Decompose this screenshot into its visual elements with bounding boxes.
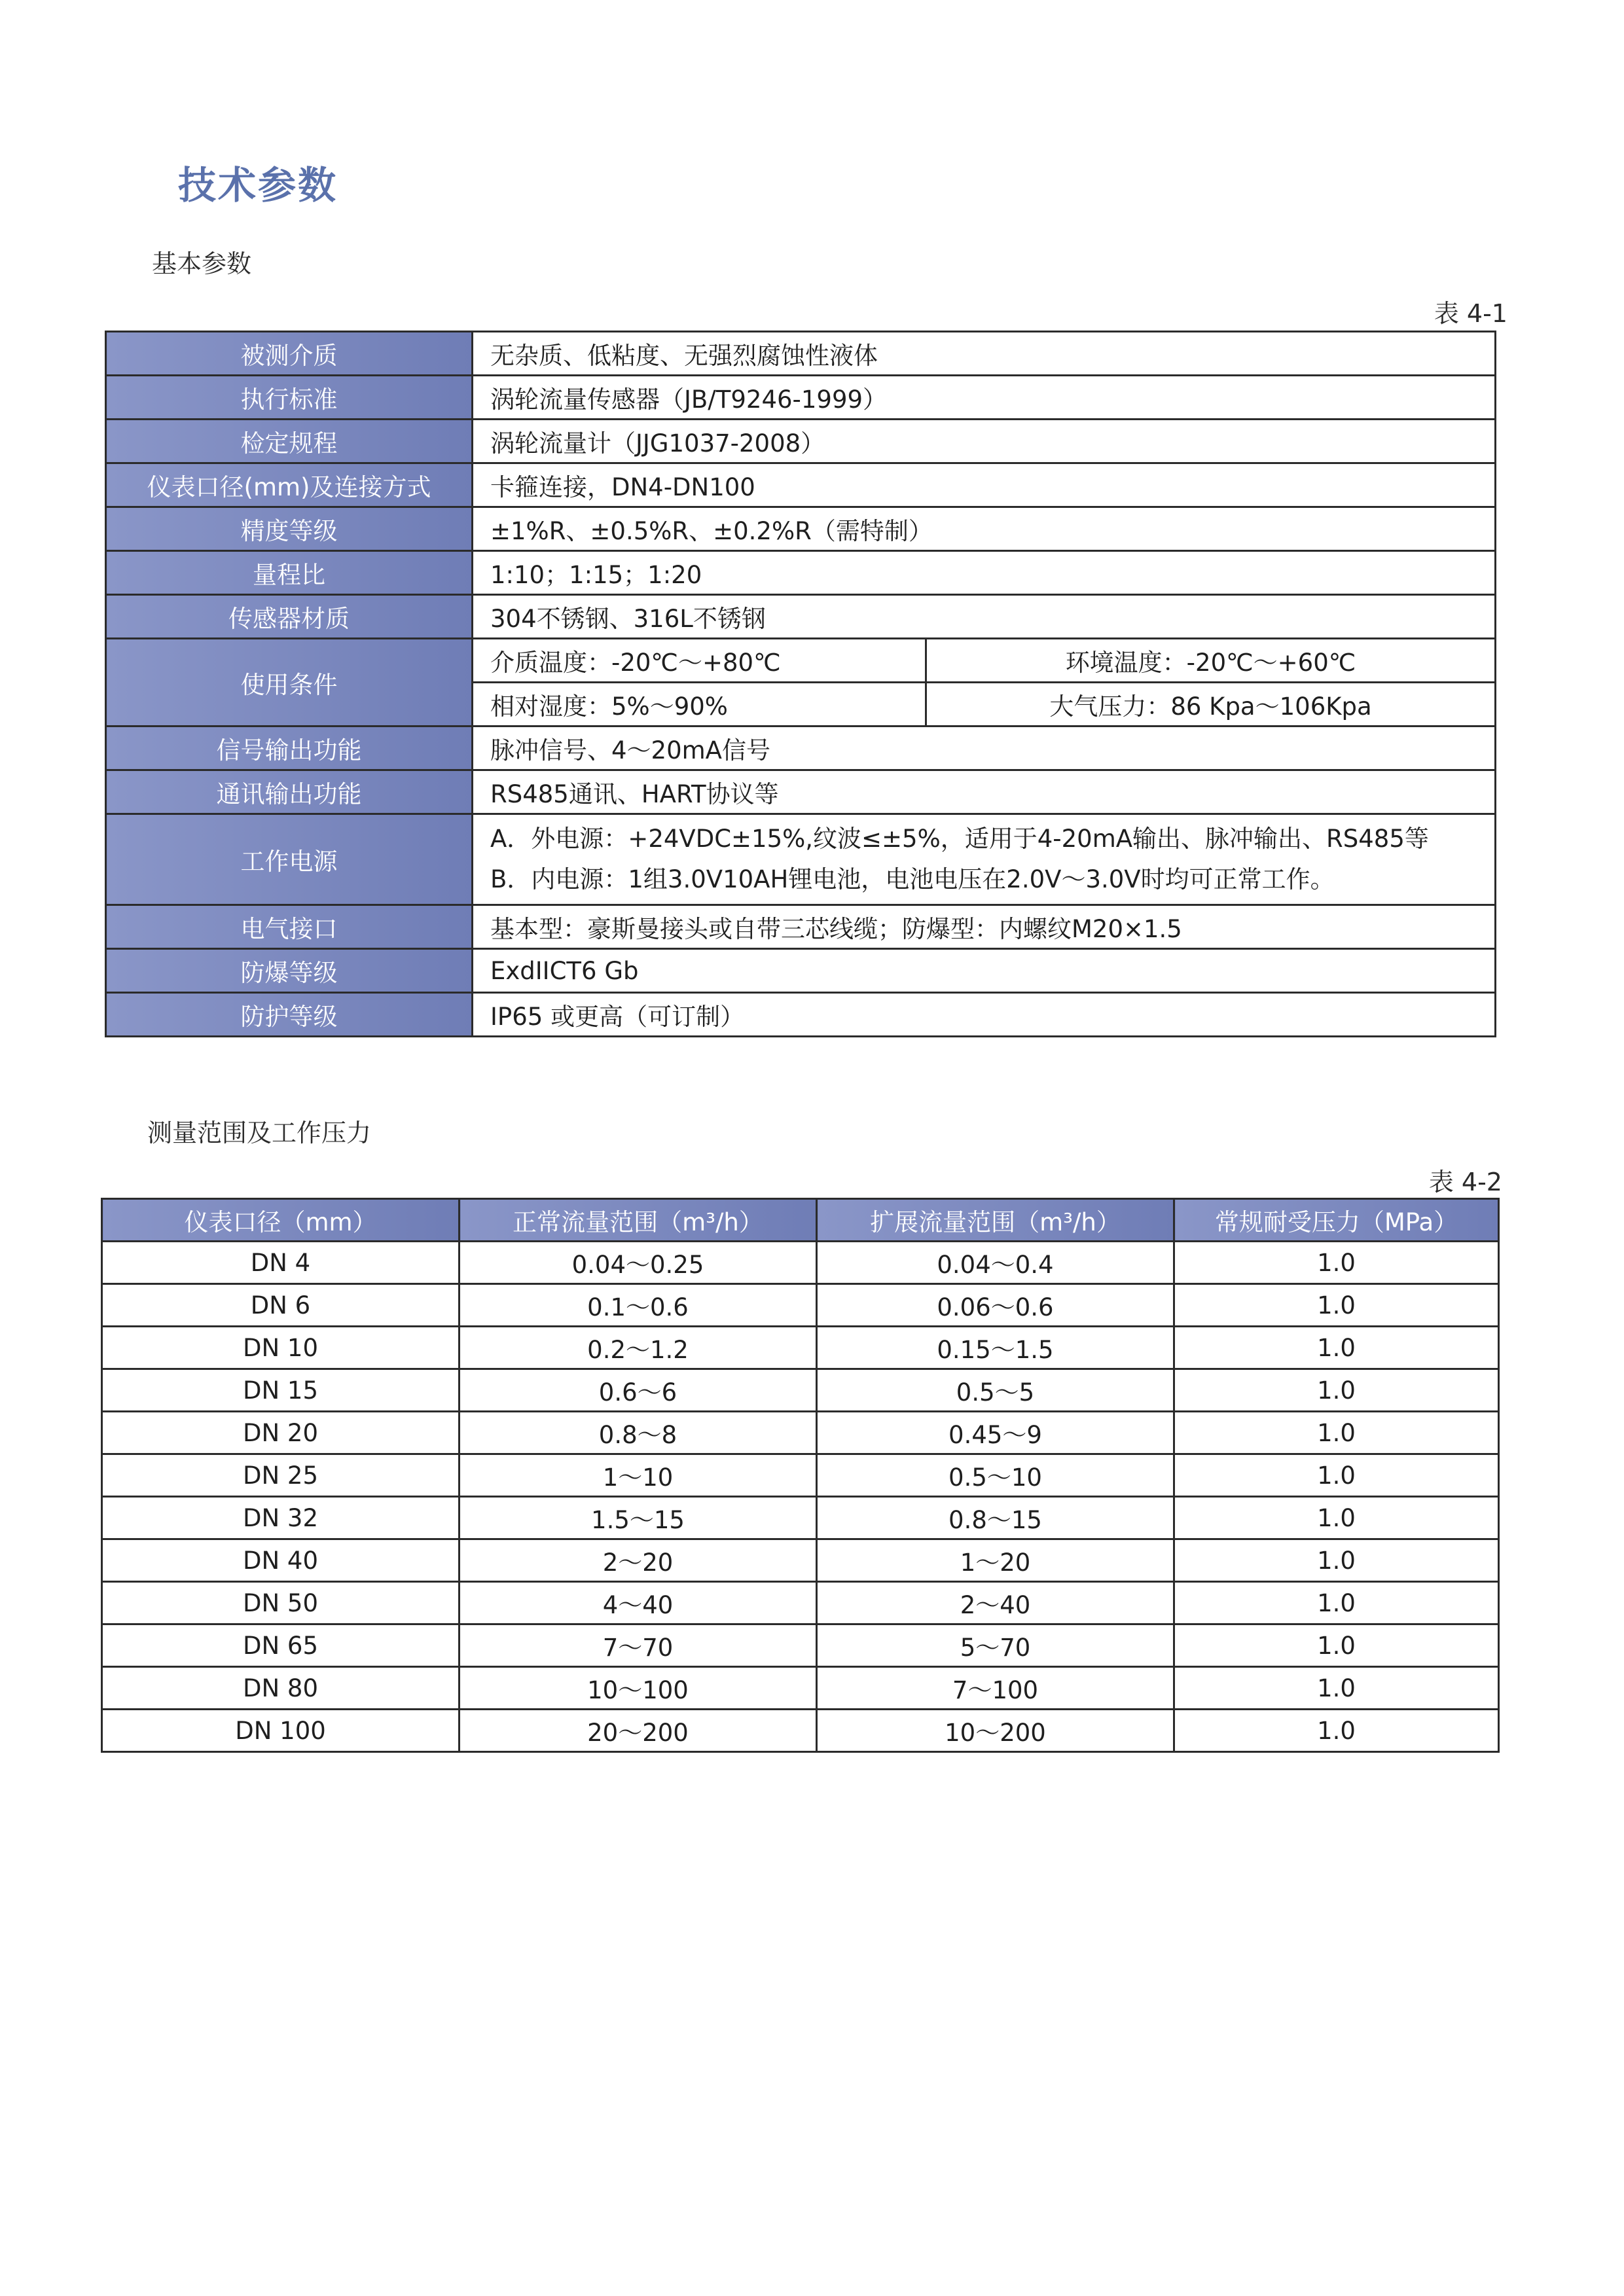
row-label: 防爆等级	[106, 949, 473, 993]
table-row	[102, 1710, 1499, 1752]
table-row	[106, 770, 1496, 814]
table-cell: DN 65	[102, 1624, 460, 1667]
row-label: 电气接口	[106, 905, 473, 949]
power-line-a: A．外电源：+24VDC±15%,纹波≤±5%，适用于4-20mA输出、脉冲输出、RS485等	[490, 825, 1429, 853]
table-cell: 1.0	[1174, 1242, 1499, 1284]
table-cell: 1.0	[1174, 1497, 1499, 1539]
row-value: 涡轮流量传感器（JB/T9246-1999）	[473, 376, 1496, 420]
table-cell: 0.8～8	[460, 1412, 817, 1454]
row-label: 执行标准	[106, 376, 473, 420]
table-row	[106, 507, 1496, 551]
table-cell: 20～200	[460, 1710, 817, 1752]
row-value: ±1%R、±0.5%R、±0.2%R（需特制）	[473, 507, 1496, 551]
row-label: 传感器材质	[106, 595, 473, 639]
table-cell: DN 100	[102, 1710, 460, 1752]
table-cell: 0.5～5	[817, 1369, 1174, 1412]
table-row	[102, 1454, 1499, 1497]
row-value: IP65 或更高（可订制）	[473, 993, 1496, 1037]
table-cell: DN 80	[102, 1667, 460, 1710]
table-cell: 0.1～0.6	[460, 1284, 817, 1327]
table-cell: 1.0	[1174, 1412, 1499, 1454]
table-cell: 0.6～6	[460, 1369, 817, 1412]
section-heading-basic-params: 基本参数	[152, 249, 252, 278]
table-row	[102, 1624, 1499, 1667]
table-cell: 0.5～10	[817, 1454, 1174, 1497]
table-row	[102, 1327, 1499, 1369]
table-cell: 4～40	[460, 1582, 817, 1624]
table-row	[106, 551, 1496, 595]
table-cell: 1～10	[460, 1454, 817, 1497]
row-label: 量程比	[106, 551, 473, 595]
row-label: 防护等级	[106, 993, 473, 1037]
table-cell: 10～200	[817, 1710, 1174, 1752]
row-label: 通讯输出功能	[106, 770, 473, 814]
table-cell: 1.0	[1174, 1539, 1499, 1582]
table-row	[106, 726, 1496, 770]
section-heading-measure-range: 测量范围及工作压力	[147, 1119, 372, 1147]
table-cell: 2～40	[817, 1582, 1174, 1624]
row-value: ExdIICT6 Gb	[473, 949, 1496, 993]
ambient-temp-value: 环境温度：-20℃～+60℃	[926, 639, 1496, 683]
column-header: 扩展流量范围（m³/h）	[817, 1199, 1174, 1242]
row-label: 检定规程	[106, 420, 473, 463]
column-header: 常规耐受压力（MPa）	[1174, 1199, 1499, 1242]
table-row	[106, 993, 1496, 1037]
table-cell: DN 15	[102, 1369, 460, 1412]
row-value: 卡箍连接，DN4-DN100	[473, 463, 1496, 507]
pressure-value: 大气压力：86 Kpa～106Kpa	[926, 683, 1496, 726]
table-cell: DN 25	[102, 1454, 460, 1497]
row-value: 涡轮流量计（JJG1037-2008）	[473, 420, 1496, 463]
table-cell: 5～70	[817, 1624, 1174, 1667]
row-label: 信号输出功能	[106, 726, 473, 770]
humidity-value: 相对湿度：5%～90%	[473, 683, 926, 726]
table-row	[106, 463, 1496, 507]
table-cell: 0.04～0.4	[817, 1242, 1174, 1284]
row-value: RS485通讯、HART协议等	[473, 770, 1496, 814]
row-value: 脉冲信号、4～20mA信号	[473, 726, 1496, 770]
table-cell: 7～70	[460, 1624, 817, 1667]
table-cell: 1.5～15	[460, 1497, 817, 1539]
table-cell: 1.0	[1174, 1582, 1499, 1624]
table-row	[102, 1242, 1499, 1284]
table-cell: 0.15～1.5	[817, 1327, 1174, 1369]
column-header: 仪表口径（mm）	[102, 1199, 460, 1242]
table-cell: DN 10	[102, 1327, 460, 1369]
table-cell: 1.0	[1174, 1327, 1499, 1369]
table-row	[102, 1284, 1499, 1327]
table-caption-4-1: 表 4-1	[1434, 299, 1507, 328]
medium-temp-value: 介质温度：-20℃～+80℃	[473, 639, 926, 683]
table-row	[102, 1497, 1499, 1539]
table-row	[106, 376, 1496, 420]
power-line-b: B．内电源：1组3.0V10AH锂电池，电池电压在2.0V～3.0V时均可正常工作。	[490, 865, 1335, 893]
table-cell: 1.0	[1174, 1624, 1499, 1667]
table-row	[102, 1582, 1499, 1624]
row-value: 基本型：豪斯曼接头或自带三芯线缆；防爆型：内螺纹M20×1.5	[473, 905, 1496, 949]
table-row	[106, 595, 1496, 639]
table-row	[102, 1412, 1499, 1454]
table-cell: 0.45～9	[817, 1412, 1174, 1454]
measure-range-table	[101, 1198, 1500, 1753]
row-label: 被测介质	[106, 332, 473, 376]
table-cell: 1.0	[1174, 1710, 1499, 1752]
table-cell: DN 20	[102, 1412, 460, 1454]
table-cell: DN 32	[102, 1497, 460, 1539]
table-cell: DN 40	[102, 1539, 460, 1582]
row-label: 使用条件	[106, 639, 473, 726]
table-cell: 1.0	[1174, 1284, 1499, 1327]
table-row	[102, 1369, 1499, 1412]
table-row	[106, 639, 1496, 683]
table-cell: 10～100	[460, 1667, 817, 1710]
table-cell: 1.0	[1174, 1667, 1499, 1710]
table-caption-4-2: 表 4-2	[1428, 1168, 1502, 1196]
header-row	[102, 1199, 1499, 1242]
row-value: 无杂质、低粘度、无强烈腐蚀性液体	[473, 332, 1496, 376]
table-row	[106, 420, 1496, 463]
table-cell: 0.06～0.6	[817, 1284, 1174, 1327]
table-row	[102, 1539, 1499, 1582]
row-label: 工作电源	[106, 814, 473, 905]
table-cell: 1～20	[817, 1539, 1174, 1582]
basic-params-table	[105, 331, 1496, 1037]
page-title: 技术参数	[178, 163, 338, 207]
row-label: 精度等级	[106, 507, 473, 551]
row-value	[473, 814, 1496, 905]
table-row	[106, 814, 1496, 905]
column-header: 正常流量范围（m³/h）	[460, 1199, 817, 1242]
table-cell: DN 4	[102, 1242, 460, 1284]
table-cell: 0.2～1.2	[460, 1327, 817, 1369]
table-cell: 7～100	[817, 1667, 1174, 1710]
table-row	[106, 949, 1496, 993]
table-cell: DN 6	[102, 1284, 460, 1327]
table-cell: DN 50	[102, 1582, 460, 1624]
table-row	[102, 1667, 1499, 1710]
table-row	[106, 332, 1496, 376]
table-cell: 1.0	[1174, 1454, 1499, 1497]
table-cell: 2～20	[460, 1539, 817, 1582]
table-cell: 1.0	[1174, 1369, 1499, 1412]
row-value: 1:10；1:15；1:20	[473, 551, 1496, 595]
row-label: 仪表口径(mm)及连接方式	[106, 463, 473, 507]
row-value: 304不锈钢、316L不锈钢	[473, 595, 1496, 639]
table-row	[106, 905, 1496, 949]
table-cell: 0.8～15	[817, 1497, 1174, 1539]
table-cell: 0.04～0.25	[460, 1242, 817, 1284]
